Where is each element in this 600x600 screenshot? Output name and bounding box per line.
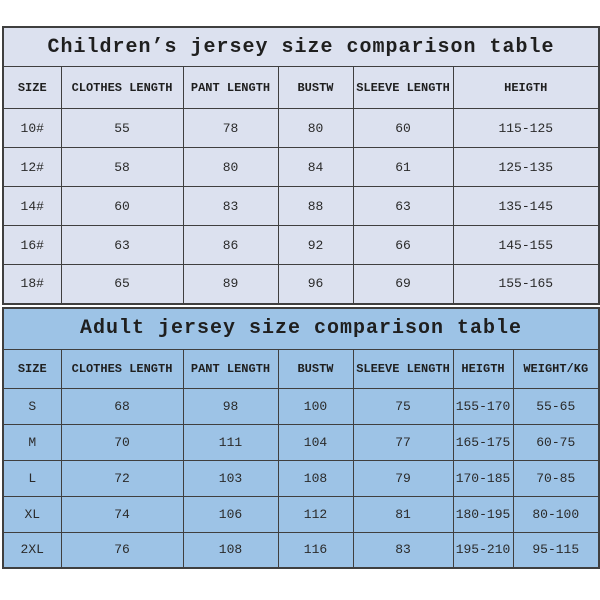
column-header: HEIGTH [453, 67, 599, 109]
table-cell: 125-135 [453, 148, 599, 187]
table-cell: 112 [278, 496, 353, 532]
table-cell: 83 [353, 532, 453, 568]
table-cell: 69 [353, 265, 453, 304]
table-row [3, 496, 599, 532]
adult-table-title: Adult jersey size comparison table [3, 308, 599, 350]
adult-table-title-row [3, 308, 599, 350]
table-cell: 80-100 [513, 496, 599, 532]
table-cell: 111 [183, 424, 278, 460]
children-table-body [3, 109, 599, 304]
table-cell: 86 [183, 226, 278, 265]
table-cell: 58 [61, 148, 183, 187]
table-cell: 84 [278, 148, 353, 187]
table-cell: 70-85 [513, 460, 599, 496]
table-row [3, 532, 599, 568]
table-row [3, 388, 599, 424]
table-cell: 75 [353, 388, 453, 424]
column-header: SIZE [3, 67, 61, 109]
children-table-title: Children’s jersey size comparison table [3, 27, 599, 67]
column-header: WEIGHT/KG [513, 349, 599, 388]
table-cell: 74 [61, 496, 183, 532]
adult-size-table [2, 307, 600, 570]
column-header: PANT LENGTH [183, 349, 278, 388]
table-cell: 95-115 [513, 532, 599, 568]
table-cell: 108 [183, 532, 278, 568]
table-cell: 195-210 [453, 532, 513, 568]
table-cell: 14# [3, 187, 61, 226]
table-cell: 92 [278, 226, 353, 265]
table-cell: 55-65 [513, 388, 599, 424]
table-cell: 16# [3, 226, 61, 265]
table-cell: 98 [183, 388, 278, 424]
table-cell: 96 [278, 265, 353, 304]
tables-container [2, 26, 598, 569]
table-row [3, 460, 599, 496]
children-header-row [3, 67, 599, 109]
table-cell: 155-170 [453, 388, 513, 424]
table-row [3, 148, 599, 187]
table-cell: 76 [61, 532, 183, 568]
table-cell: 60 [61, 187, 183, 226]
table-cell: 2XL [3, 532, 61, 568]
table-cell: 18# [3, 265, 61, 304]
table-cell: 60-75 [513, 424, 599, 460]
children-size-table [2, 26, 600, 305]
table-cell: 145-155 [453, 226, 599, 265]
table-row [3, 265, 599, 304]
table-cell: 72 [61, 460, 183, 496]
column-header: HEIGTH [453, 349, 513, 388]
table-cell: 135-145 [453, 187, 599, 226]
table-cell: 80 [183, 148, 278, 187]
table-cell: 81 [353, 496, 453, 532]
column-header: SIZE [3, 349, 61, 388]
table-cell: 170-185 [453, 460, 513, 496]
table-cell: 70 [61, 424, 183, 460]
table-cell: 108 [278, 460, 353, 496]
table-cell: S [3, 388, 61, 424]
table-cell: 115-125 [453, 109, 599, 148]
table-cell: L [3, 460, 61, 496]
table-cell: 63 [61, 226, 183, 265]
table-cell: 88 [278, 187, 353, 226]
column-header: SLEEVE LENGTH [353, 349, 453, 388]
adult-header-row [3, 349, 599, 388]
table-cell: 77 [353, 424, 453, 460]
table-cell: 83 [183, 187, 278, 226]
column-header: CLOTHES LENGTH [61, 349, 183, 388]
table-cell: 89 [183, 265, 278, 304]
children-table-title-row [3, 27, 599, 67]
table-cell: XL [3, 496, 61, 532]
table-cell: 116 [278, 532, 353, 568]
table-cell: 80 [278, 109, 353, 148]
table-cell: 78 [183, 109, 278, 148]
table-cell: 55 [61, 109, 183, 148]
column-header: BUSTW [278, 67, 353, 109]
table-cell: 12# [3, 148, 61, 187]
column-header: SLEEVE LENGTH [353, 67, 453, 109]
table-cell: 60 [353, 109, 453, 148]
table-cell: 103 [183, 460, 278, 496]
column-header: PANT LENGTH [183, 67, 278, 109]
table-row [3, 187, 599, 226]
table-row [3, 226, 599, 265]
table-cell: 10# [3, 109, 61, 148]
table-cell: 79 [353, 460, 453, 496]
table-row [3, 109, 599, 148]
table-cell: 180-195 [453, 496, 513, 532]
table-cell: 65 [61, 265, 183, 304]
table-cell: 165-175 [453, 424, 513, 460]
adult-table-body [3, 388, 599, 568]
table-cell: 104 [278, 424, 353, 460]
table-row [3, 424, 599, 460]
table-cell: 155-165 [453, 265, 599, 304]
table-cell: 68 [61, 388, 183, 424]
table-cell: 63 [353, 187, 453, 226]
table-cell: 61 [353, 148, 453, 187]
table-cell: 66 [353, 226, 453, 265]
column-header: BUSTW [278, 349, 353, 388]
column-header: CLOTHES LENGTH [61, 67, 183, 109]
table-cell: 100 [278, 388, 353, 424]
table-cell: M [3, 424, 61, 460]
table-cell: 106 [183, 496, 278, 532]
